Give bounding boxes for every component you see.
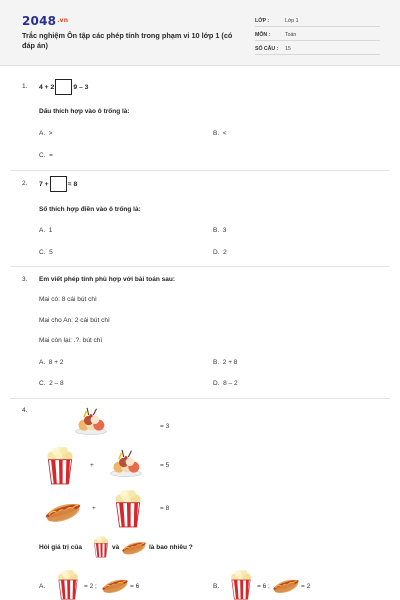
question-1-right: 9 – 3 (73, 83, 89, 91)
q4-option-a-value-2: = 6 (130, 583, 140, 590)
question-4-option-b-letter[interactable]: B. (213, 583, 220, 590)
meta-count-key: SỐ CÂU : (255, 46, 279, 52)
meta-subject-value: Toán (285, 32, 297, 38)
question-divider (10, 266, 390, 267)
meta-class-key: LỚP : (255, 18, 270, 24)
question-divider (10, 398, 390, 399)
option-text: 2 – 8 (49, 380, 64, 387)
question-3-line-1: Mai có: 8 cái bút chì (39, 296, 97, 303)
option-text: 2 (223, 249, 227, 256)
question-2-prompt: Số thích hợp điền vào ô trống là: (39, 206, 141, 213)
site-logo[interactable] (22, 14, 68, 28)
logo-main: 2048 (22, 14, 57, 28)
q4-equation-3-plus: + (92, 505, 96, 512)
option-text: = (49, 152, 53, 159)
popcorn-icon (227, 570, 255, 600)
option-text: < (222, 130, 227, 137)
question-3-option-d[interactable] (213, 380, 238, 387)
option-letter: A. (39, 130, 46, 137)
hotdog-icon (121, 538, 147, 556)
meta-count-value: 15 (285, 46, 291, 52)
option-text: 2 + 8 (222, 359, 238, 366)
question-1-prompt: Dấu thích hợp vào ô trống là: (39, 108, 130, 115)
popcorn-icon (112, 490, 144, 528)
option-letter: A. (39, 359, 46, 366)
q4-equation-1-result: = 3 (160, 423, 170, 430)
option-text: > (48, 130, 53, 137)
document-title: Trắc nghiệm Ôn tập các phép tính trong phạm vi 10 lớp 1 (có đáp án) (22, 31, 233, 50)
option-letter: D. (213, 249, 220, 256)
q4-prompt-end: là bao nhiêu ? (149, 544, 193, 551)
hotdog-icon (44, 497, 82, 525)
option-text: 1 (48, 227, 53, 234)
meta-count-row (255, 43, 380, 55)
option-text: 5 (49, 249, 53, 256)
option-text: 8 + 2 (48, 359, 64, 366)
q4-equation-2-result: = 5 (160, 462, 170, 469)
option-text: 3 (222, 227, 227, 234)
question-1-option-a[interactable] (39, 130, 53, 137)
question-3-option-c[interactable] (39, 380, 64, 387)
question-4-option-a-letter[interactable]: A. (39, 583, 46, 590)
question-3-line-3: Mai còn lại: .?. bút chì (39, 337, 103, 344)
document-header (0, 0, 400, 66)
option-letter: D. (213, 380, 220, 387)
question-1-option-b[interactable] (213, 130, 227, 137)
question-2-number: 2. (22, 180, 28, 187)
question-1-left: 4 + 2 (39, 83, 55, 91)
meta-subject-row (255, 29, 380, 41)
ice-cream-icon (108, 448, 144, 480)
logo-suffix: .vn (57, 17, 69, 24)
meta-class-value: Lớp 1 (285, 18, 299, 24)
q4-option-a-value-1: = 2 ; (84, 583, 97, 590)
q4-prompt-middle: và (112, 544, 120, 551)
ice-cream-icon (73, 406, 109, 438)
option-letter: C. (39, 249, 46, 256)
option-letter: B. (213, 359, 220, 366)
option-letter: C. (39, 152, 46, 159)
question-4-number: 4. (22, 407, 28, 414)
question-2-option-c[interactable] (39, 249, 53, 256)
option-letter: B. (213, 227, 220, 234)
hotdog-icon (272, 575, 300, 595)
option-letter: B. (213, 130, 220, 137)
popcorn-icon (54, 570, 82, 600)
meta-class-row (255, 15, 380, 27)
question-2-option-b[interactable] (213, 227, 226, 234)
question-2-left: 7 + (39, 180, 49, 188)
question-1-blank-box[interactable] (55, 79, 72, 95)
q4-prompt-start: Hỏi giá trị của (39, 544, 82, 551)
question-2-right: = 8 (67, 180, 78, 188)
question-1-expression (39, 79, 88, 95)
option-text: 8 – 2 (223, 380, 238, 387)
question-1-option-c[interactable] (39, 152, 53, 159)
question-2-blank-box[interactable] (50, 176, 67, 192)
q4-option-b-value-2: = 2 (301, 583, 311, 590)
question-2-option-a[interactable] (39, 227, 52, 234)
popcorn-icon (92, 536, 110, 558)
q4-option-b-value-1: = 6 ; (257, 583, 270, 590)
question-2-option-d[interactable] (213, 249, 227, 256)
option-letter: C. (39, 380, 46, 387)
question-1-number: 1. (22, 83, 28, 90)
question-divider (10, 170, 390, 171)
option-letter: A. (39, 227, 46, 234)
question-3-option-b[interactable] (213, 359, 237, 366)
q4-equation-3-result: = 8 (160, 505, 170, 512)
question-3-line-2: Mai cho An: 2 cái bút chì (39, 317, 110, 324)
question-2-expression (39, 176, 77, 192)
popcorn-icon (44, 447, 76, 485)
question-3-number: 3. (22, 276, 28, 283)
hotdog-icon (101, 575, 129, 595)
meta-subject-key: MÔN : (255, 32, 271, 38)
question-3-prompt: Em viết phép tính phù hợp với bài toán sau: (39, 276, 175, 283)
q4-equation-2-plus: + (90, 462, 94, 469)
question-3-option-a[interactable] (39, 359, 63, 366)
